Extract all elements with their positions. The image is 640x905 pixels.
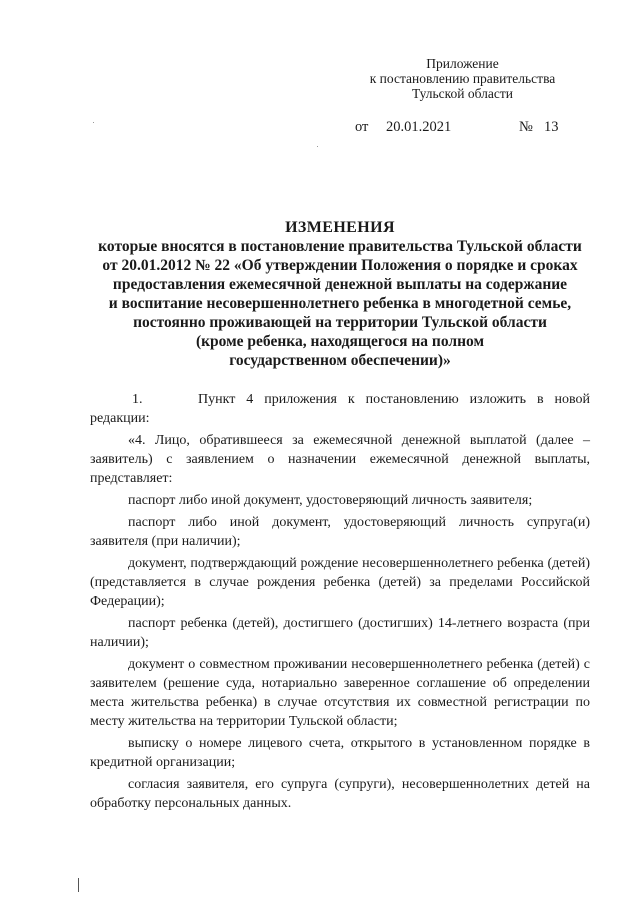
document-date: 20.01.2021 [386, 119, 452, 135]
title-line-4: и воспитание несовершеннолетнего ребенка в многодетной семье, [108, 295, 572, 312]
title-line-6: (кроме ребенка, находящегося на полном [195, 333, 485, 350]
appendix-block [340, 56, 585, 101]
document-number: 13 [544, 119, 559, 135]
body-paragraph-2: паспорт либо иной документ, удостоверяющий личность заявителя; [128, 493, 533, 508]
number-sign-label: № [519, 119, 533, 135]
item-number: 1. [132, 392, 143, 407]
scan-speck [93, 122, 94, 123]
date-prefix-label: от [355, 119, 369, 135]
scan-margin-mark [78, 878, 79, 892]
title-line-2: от 20.01.2012 № 22 «Об утверждении Положения о порядке и сроках [102, 257, 578, 274]
title-line-5: постоянно проживающей на территории Тульской области [133, 314, 547, 331]
appendix-line-3: Тульской области [412, 86, 513, 101]
body-paragraph-6: документ о совместном проживании несовершеннолетнего ребенка (детей) с заявителем (решение суда, нотариально заверенное соглашение об определении места жительства ребенка) в случае отсутствия их совместной регистрации по месту жительства на территории Тульской области; [90, 657, 590, 729]
appendix-line-2: к постановлению правительства [369, 71, 556, 86]
document-body [90, 390, 590, 816]
item-paragraph [90, 390, 590, 428]
title-line-3: предоставления ежемесячной денежной выплаты на содержание [112, 276, 568, 293]
body-paragraph-8: согласия заявителя, его супруга (супруги), несовершеннолетних детей на обработку персональных данных. [90, 777, 590, 811]
document-title-block [60, 218, 620, 370]
body-paragraph-3: паспорт либо иной документ, удостоверяющий личность супруга(и) заявителя (при наличии); [90, 515, 590, 549]
title-line-1: которые вносятся в постановление правительства Тульской области [98, 238, 582, 255]
body-paragraph-7: выписку о номере лицевого счета, открытого в установленном порядке в кредитной организации; [90, 736, 590, 770]
body-paragraph-1: «4. Лицо, обратившееся за ежемесячной денежной выплатой (далее – заявитель) с заявлением о назначении ежемесячной денежной выплаты, представляет: [90, 433, 590, 486]
body-paragraph-5: паспорт ребенка (детей), достигшего (достигших) 14-летнего возраста (при наличии); [90, 616, 590, 650]
body-paragraph-4: документ, подтверждающий рождение несовершеннолетнего ребенка (детей) (представляется в случае рождения ребенка (детей) за пределами Российской Федерации); [90, 556, 590, 609]
document-title: ИЗМЕНЕНИЯ [285, 219, 395, 236]
scan-speck [317, 146, 318, 147]
item-text: Пункт 4 приложения к постановлению изложить в новой редакции: [90, 392, 590, 426]
title-line-7: государственном обеспечении)» [229, 352, 451, 369]
appendix-line-1: Приложение [426, 56, 499, 71]
